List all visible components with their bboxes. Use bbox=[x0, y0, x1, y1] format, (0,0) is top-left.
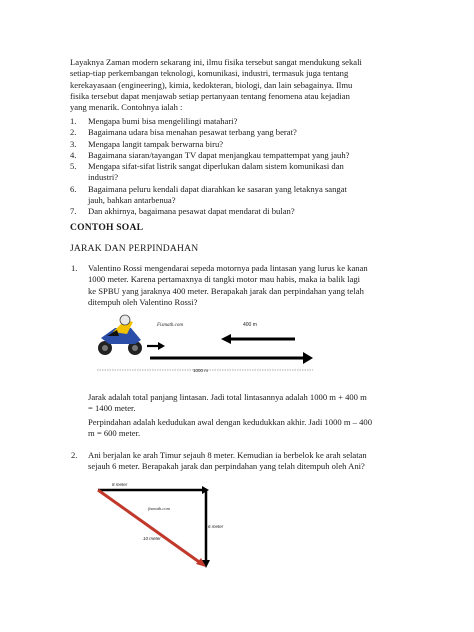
label-1000m: 1000 m bbox=[193, 368, 209, 373]
heading-jarak-perpindahan: JARAK DAN PERPINDAHAN bbox=[70, 243, 199, 254]
intro-line: yang menarik. Contohnya ialah : bbox=[70, 102, 183, 113]
item-text: industri? bbox=[88, 172, 119, 183]
item-text: Dan akhirnya, bagaimana pesawat dapat mendarat di bulan? bbox=[88, 206, 295, 217]
label-6-meter: 6 meter bbox=[208, 524, 224, 529]
item-number: 7. bbox=[70, 206, 77, 217]
item-text: Bagaimana udara bisa menahan pesawat terbang yang berat? bbox=[88, 127, 297, 138]
list-item bbox=[70, 139, 349, 150]
answer-line: m = 600 meter. bbox=[88, 428, 141, 439]
problem-line: 1000 meter. Karena pertamaxnya di tangki motor mau habis, maka ia balik lagi bbox=[88, 274, 361, 285]
figure-watermark: Fismath.com bbox=[157, 323, 183, 328]
motorbike-icon bbox=[98, 315, 142, 355]
problem-number: 1. bbox=[71, 263, 78, 273]
item-number: 6. bbox=[70, 183, 77, 194]
item-text: Mengapa sifat-sifat listrik sangat diperlukan dalam sistem komunikasi dan bbox=[88, 161, 344, 172]
answer-line: Perpindahan adalah kedudukan awal dengan kedudukkan akhir. Jadi 1000 m – 400 bbox=[88, 417, 372, 427]
item-number: 2. bbox=[70, 127, 77, 138]
heading-contoh-soal: CONTOH SOAL bbox=[70, 222, 144, 233]
list-item bbox=[70, 150, 349, 161]
problem-line: sejauh 6 meter. Berapakah jarak dan perpindahan yang telah ditempuh oleh Ani? bbox=[88, 461, 365, 472]
intro-line: fisika tersebut dapat menjawab setiap pertanyaan tentang fenomena atau kejadian bbox=[70, 90, 350, 101]
answer-jarak bbox=[88, 392, 367, 415]
figure-motorbike-arrows bbox=[95, 314, 370, 376]
item-number: 4. bbox=[70, 149, 77, 160]
answer-line: Jarak adalah total panjang lintasan. Jadi total lintasannya adalah 1000 m + 400 m bbox=[88, 392, 367, 402]
problem-2 bbox=[71, 450, 367, 473]
problem-1 bbox=[71, 263, 368, 308]
list-item bbox=[70, 184, 349, 207]
intro-line: kerekayasaan (engineering), kimia, kedokteran, biologi, dan lain sebagainya. Ilmu bbox=[70, 79, 353, 90]
problem-line: Valentino Rossi mengendarai sepeda motornya pada lintasan yang lurus ke kanan bbox=[88, 263, 368, 273]
item-text: Mengapa langit tampak berwarna biru? bbox=[88, 138, 224, 149]
item-text: Bagaimana siaran/tayangan TV dapat menjangkau tempattempat yang jauh? bbox=[88, 149, 350, 160]
label-8-meter: 8 meter bbox=[112, 482, 128, 487]
item-text: Mengapa bumi bisa mengelilingi matahari? bbox=[88, 116, 238, 126]
answer-line: = 1400 meter. bbox=[88, 403, 136, 414]
question-list bbox=[70, 116, 349, 218]
problem-line: ditempuh oleh Valentino Rossi? bbox=[88, 296, 198, 307]
list-item bbox=[70, 127, 349, 138]
intro-line: setiap-tiap perkembangan teknologi, komunikasi, industri, termasuk juga tentang bbox=[70, 68, 349, 79]
list-item bbox=[70, 161, 349, 184]
item-number: 3. bbox=[70, 138, 77, 149]
problem-number: 2. bbox=[71, 450, 78, 460]
problem-line: Ani berjalan ke arah Timur sejauh 8 meter. Kemudian ia berbelok ke arah selatan bbox=[88, 450, 367, 460]
label-400m: 400 m bbox=[243, 322, 257, 328]
answer-perpindahan bbox=[88, 417, 372, 440]
label-10-meter: 10 meter bbox=[143, 536, 161, 541]
intro-line: Layaknya Zaman modern sekarang ini, ilmu fisika tersebut sangat mendukung sekali bbox=[70, 57, 362, 67]
list-item bbox=[70, 206, 349, 217]
displacement-arrow bbox=[98, 490, 202, 564]
list-item bbox=[70, 116, 349, 127]
intro-paragraph bbox=[70, 57, 410, 113]
item-text: jauh, bahkan antarbenua? bbox=[88, 195, 176, 206]
item-number: 5. bbox=[70, 161, 77, 172]
problem-line: ke SPBU yang jaraknya 400 meter. Berapakah jarak dan perpindahan yang telah bbox=[88, 285, 364, 296]
figure-watermark: fismath.com bbox=[148, 506, 170, 511]
item-number: 1. bbox=[70, 116, 77, 126]
figure-triangle bbox=[88, 480, 233, 575]
item-text: Bagaimana peluru kendali dapat diarahkan ke sasaran yang letaknya sangat bbox=[88, 183, 347, 194]
